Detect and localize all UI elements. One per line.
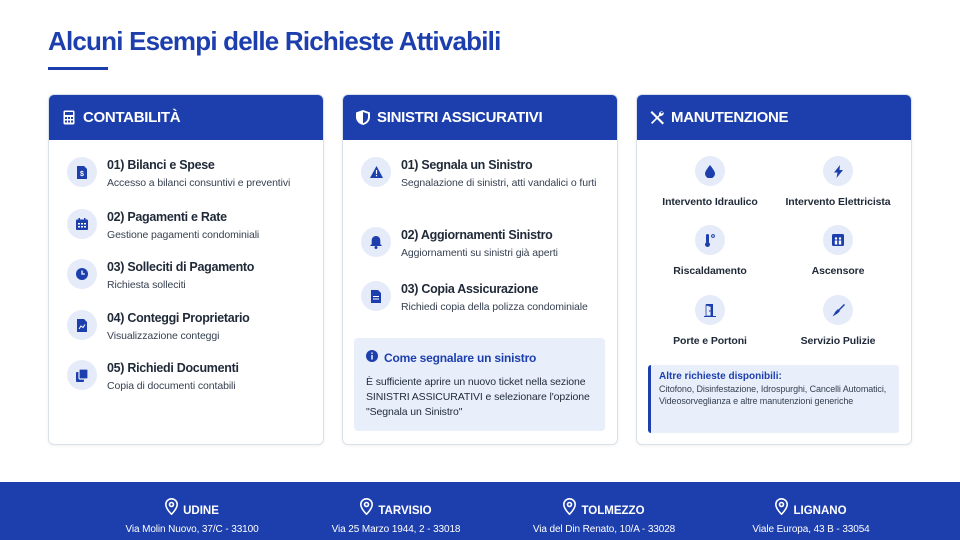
bell-icon (361, 227, 391, 257)
maint-item[interactable] (769, 295, 907, 347)
calculator-icon (61, 110, 77, 126)
tools-icon (649, 110, 665, 126)
list-item[interactable] (67, 209, 259, 243)
copy-icon (67, 360, 97, 390)
location-lignano (701, 498, 921, 535)
maint-item[interactable] (641, 225, 779, 277)
info-box (354, 338, 605, 431)
other-requests-box (648, 365, 899, 433)
map-pin-icon (775, 498, 788, 520)
card-title: CONTABILITÀ (83, 109, 181, 126)
water-drop-icon (695, 156, 725, 186)
list-item[interactable] (361, 157, 606, 191)
item-desc: Accesso a bilanci consuntivi e preventivi (107, 177, 291, 189)
list-item[interactable] (361, 281, 588, 315)
location-tarvisio (286, 498, 506, 535)
page-title: Alcuni Esempi delle Richieste Attivabili (48, 26, 501, 56)
other-body: Citofono, Disinfestazione, Idrospurghi, Cancelli Automatici, Videosorveglianza e altre manutenzioni generiche (659, 384, 887, 406)
maint-label: Porte e Portoni (673, 335, 747, 347)
footer (0, 482, 960, 540)
warning-icon (361, 157, 391, 187)
item-title: 01) Segnala un Sinistro (401, 158, 533, 172)
maint-item[interactable] (641, 156, 779, 208)
title-underline (48, 67, 108, 70)
map-pin-icon (563, 498, 576, 520)
maint-label: Intervento Idraulico (662, 196, 758, 208)
location-tolmezzo (494, 498, 714, 535)
location-city: UDINE (183, 505, 219, 517)
door-icon (695, 295, 725, 325)
calendar-icon (67, 209, 97, 239)
maint-label: Ascensore (811, 265, 865, 277)
location-address: Viale Europa, 43 B - 33054 (752, 524, 870, 535)
map-pin-icon (165, 498, 178, 520)
item-desc: Aggiornamenti su sinistri già aperti (401, 247, 558, 259)
item-title: 03) Solleciti di Pagamento (107, 260, 255, 274)
item-desc: Richiedi copia della polizza condominiale (401, 301, 588, 313)
elevator-icon (823, 225, 853, 255)
list-item[interactable] (67, 310, 250, 344)
list-item[interactable] (361, 227, 558, 261)
card-header-sinistri (343, 95, 617, 140)
lightning-icon (823, 156, 853, 186)
card-title: MANUTENZIONE (671, 109, 789, 126)
info-body: È sufficiente aprire un nuovo ticket nella sezione SINISTRI ASSICURATIVI e selezionare l'opzione "Segnala un Sinistro" (366, 376, 590, 418)
document-icon (361, 281, 391, 311)
card-title: SINISTRI ASSICURATIVI (377, 109, 543, 126)
card-sinistri (342, 94, 618, 445)
maint-item[interactable] (769, 225, 907, 277)
card-header-manutenzione (637, 95, 911, 140)
item-title: 03) Copia Assicurazione (401, 282, 539, 296)
maint-label: Riscaldamento (673, 265, 747, 277)
maint-label: Intervento Elettricista (785, 196, 891, 208)
item-desc: Visualizzazione conteggi (107, 330, 220, 342)
broom-icon (823, 295, 853, 325)
item-desc: Gestione pagamenti condominiali (107, 229, 260, 241)
item-title: 04) Conteggi Proprietario (107, 311, 250, 325)
location-udine (82, 498, 302, 535)
item-desc: Segnalazione di sinistri, atti vandalici o furti (401, 177, 597, 189)
item-title: 05) Richiedi Documenti (107, 361, 239, 375)
location-city: TOLMEZZO (581, 505, 645, 517)
item-title: 01) Bilanci e Spese (107, 158, 215, 172)
location-address: Via del Din Renato, 10/A - 33028 (532, 524, 676, 535)
info-icon (366, 349, 378, 367)
item-desc: Richiesta solleciti (107, 279, 186, 291)
card-manutenzione (636, 94, 912, 445)
thermometer-icon (695, 225, 725, 255)
maint-item[interactable] (641, 295, 779, 347)
location-city: LIGNANO (793, 505, 847, 517)
location-address: Via 25 Marzo 1944, 2 - 33018 (331, 524, 461, 535)
map-pin-icon (360, 498, 373, 520)
item-title: 02) Aggiornamenti Sinistro (401, 228, 553, 242)
location-city: TARVISIO (378, 505, 432, 517)
other-title: Altre richieste disponibili: (659, 371, 782, 382)
info-title: Come segnalare un sinistro (384, 351, 537, 365)
list-item[interactable] (67, 157, 290, 191)
card-contabilita (48, 94, 324, 445)
card-header-contabilita (49, 95, 323, 140)
shield-icon (355, 110, 371, 126)
report-icon (67, 310, 97, 340)
maint-item[interactable] (769, 156, 907, 208)
maint-label: Servizio Pulizie (800, 335, 876, 347)
invoice-icon (67, 157, 97, 187)
item-title: 02) Pagamenti e Rate (107, 210, 227, 224)
svg-text:$: $ (80, 170, 84, 178)
location-address: Via Molin Nuovo, 37/C - 33100 (125, 524, 259, 535)
list-item[interactable] (67, 360, 239, 394)
list-item[interactable] (67, 259, 254, 293)
item-desc: Copia di documenti contabili (107, 380, 236, 392)
clock-icon (67, 259, 97, 289)
